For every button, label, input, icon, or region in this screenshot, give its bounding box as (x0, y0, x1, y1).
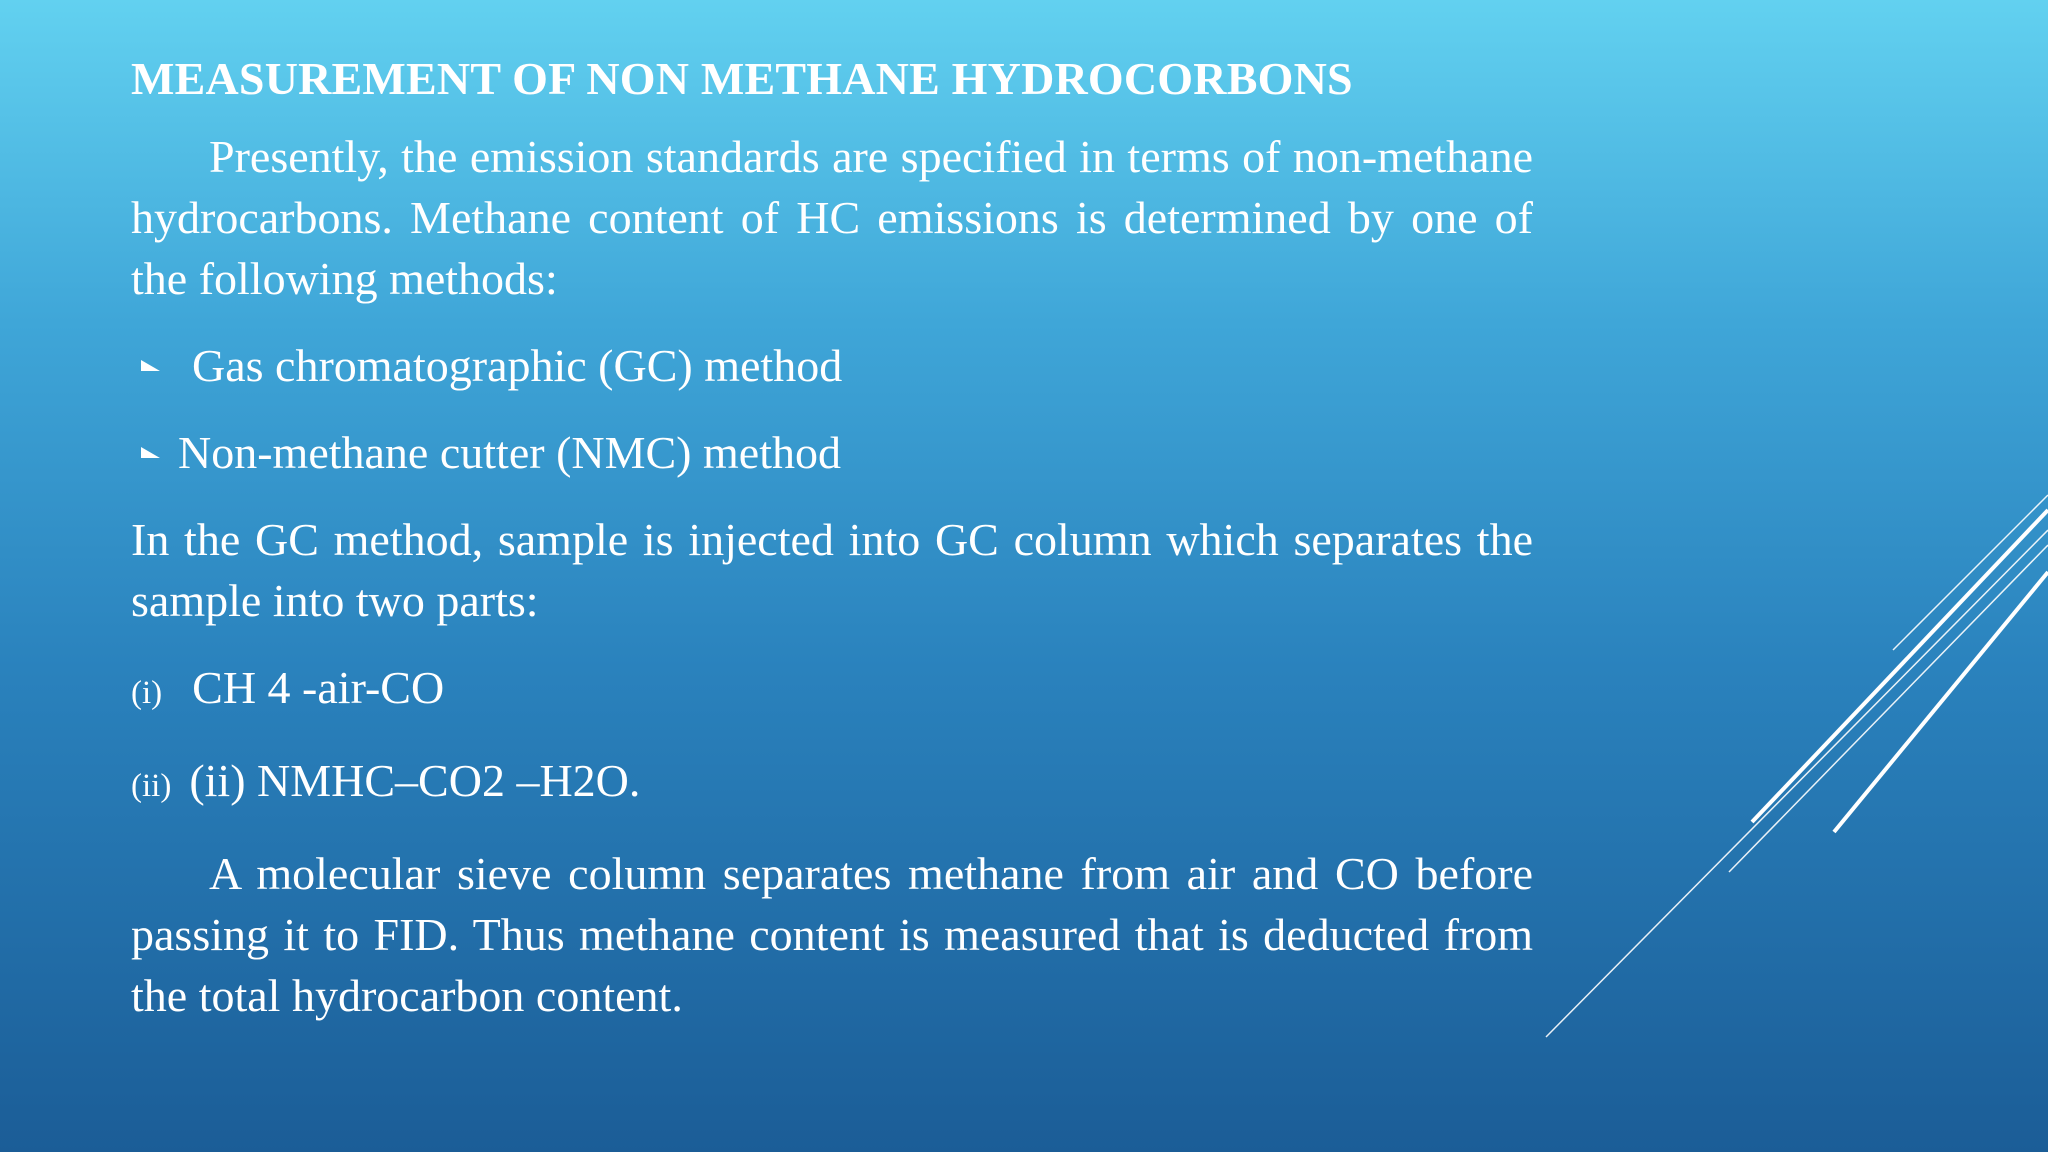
list-item-part-1 (131, 657, 1533, 724)
list-marker: (i) (131, 675, 163, 711)
list-item-text: (ii) NMHC–CO2 –H2O. (189, 755, 641, 806)
triangle-bullet-icon (141, 360, 160, 371)
deco-line (1729, 545, 2048, 872)
slide-content (131, 48, 1533, 1026)
bullet-text: Non-methane cutter (NMC) method (178, 427, 841, 478)
closing-paragraph: A molecular sieve column separates methane from air and CO before passing it to FID. Thus methane content is measured that is deducted from the total hydrocarbon content. (131, 848, 1533, 1021)
list-marker: (ii) (131, 768, 172, 804)
slide-title: MEASUREMENT OF NON METHANE HYDROCORBONS (131, 53, 1353, 104)
list-item-part-2 (131, 750, 1533, 817)
triangle-bullet-icon (141, 447, 160, 458)
deco-line (1893, 495, 2048, 650)
deco-line (1752, 510, 2048, 822)
bullet-gc-method (131, 335, 1533, 396)
list-item-text: CH 4 -air-CO (192, 662, 445, 713)
deco-line (1546, 530, 2048, 1037)
gc-paragraph: In the GC method, sample is injected into GC column which separates the sample into two parts: (131, 514, 1533, 626)
deco-line (1834, 572, 2048, 832)
bullet-text: Gas chromatographic (GC) method (192, 340, 843, 391)
intro-paragraph: Presently, the emission standards are specified in terms of non-methane hydrocarbons. Methane content of HC emissions is determined by one of the following methods: (131, 131, 1533, 304)
bullet-nmc-method (131, 422, 1533, 483)
